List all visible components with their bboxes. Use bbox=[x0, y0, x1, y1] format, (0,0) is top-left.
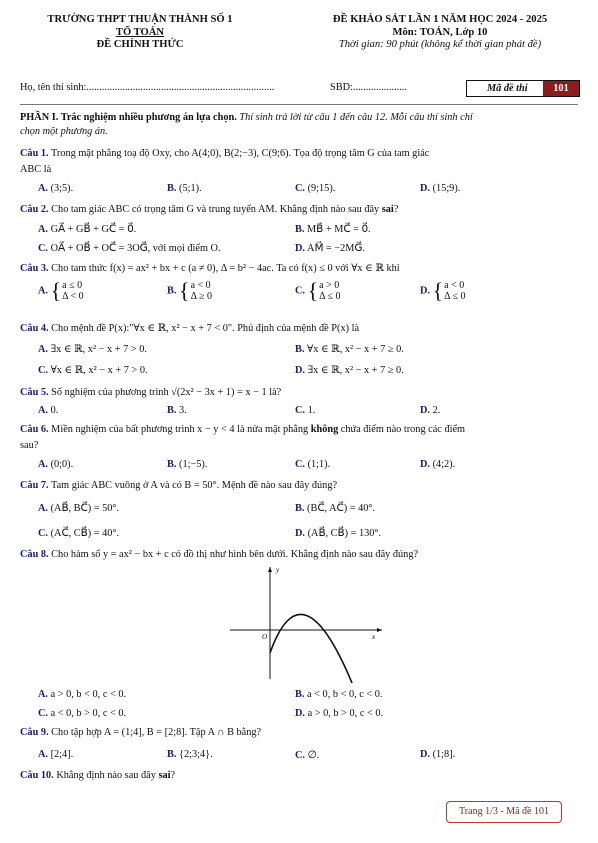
department: TỔ TOÁN bbox=[115, 26, 165, 38]
option-a[interactable]: A. (AB⃗, BC⃗) = 50°. bbox=[38, 503, 120, 514]
option-c[interactable]: C. (1;1). bbox=[295, 459, 331, 470]
question-8: Câu 8. Cho hàm số y = ax² − bx + c có đồ thị như hình bên dưới. Khẳng định nào sau đây đúng? bbox=[20, 549, 419, 560]
subject: Môn: TOÁN, Lớp 10 bbox=[392, 26, 488, 38]
question-4: Câu 4. Cho mệnh đề P(x):"∀x ∈ ℝ, x² − x + 7 < 0". Phủ định của mệnh đề P(x) là bbox=[20, 323, 360, 334]
question-7: Câu 7. Tam giác ABC vuông ở A và có B = 50°. Mệnh đề nào sau đây đúng? bbox=[20, 480, 338, 491]
option-c[interactable]: C. (9;15). bbox=[295, 183, 336, 194]
x-axis-label: x bbox=[372, 633, 376, 641]
option-c[interactable]: C. ∅. bbox=[295, 750, 320, 761]
parabola-curve bbox=[270, 614, 352, 683]
y-axis-arrow bbox=[268, 567, 272, 572]
option-a[interactable]: A. [2;4]. bbox=[38, 749, 74, 760]
option-c[interactable]: C. OA⃗ + OB⃗ + OC⃗ = 3OG⃗, với mọi điểm O. bbox=[38, 243, 221, 254]
exam-code-box bbox=[466, 80, 580, 97]
question-label: Câu 2. bbox=[20, 204, 49, 215]
question-label: Câu 8. bbox=[20, 549, 49, 560]
part1-instruction-cont: chọn một phương án. bbox=[20, 126, 108, 137]
option-b[interactable]: B. (BC⃗, AC⃗) = 40°. bbox=[295, 503, 376, 514]
option-a[interactable]: A. GA⃗ + GB⃗ + GC⃗ = 0⃗. bbox=[38, 224, 137, 235]
question-label: Câu 3. bbox=[20, 263, 49, 274]
parabola-graph bbox=[226, 563, 386, 683]
question-label: Câu 7. bbox=[20, 480, 49, 491]
exam-time: Thời gian: 90 phút (không kể thời gian phát đề) bbox=[338, 39, 542, 50]
school-name: TRƯỜNG THPT THUẬN THÀNH SỐ 1 bbox=[47, 14, 233, 25]
option-a[interactable]: A. {a ≤ 0 Δ < 0 bbox=[38, 278, 84, 303]
option-d[interactable]: D. AM⃗ = −2MG⃗. bbox=[295, 243, 365, 254]
option-b[interactable]: B. ∀x ∈ ℝ, x² − x + 7 ≥ 0. bbox=[295, 344, 404, 355]
option-a[interactable]: A. 0. bbox=[38, 405, 59, 416]
option-d[interactable]: D. (1;8]. bbox=[420, 749, 456, 760]
exam-title: ĐỀ KHẢO SÁT LẦN 1 NĂM HỌC 2024 - 2025 bbox=[332, 14, 548, 25]
option-b[interactable]: B. {2;3;4}. bbox=[167, 749, 213, 760]
official-label: ĐỀ CHÍNH THỨC bbox=[96, 39, 184, 50]
question-9: Câu 9. Cho tập hợp A = (1;4], B = [2;8]. Tập A ∩ B bằng? bbox=[20, 727, 262, 738]
option-d[interactable]: D. 2. bbox=[420, 405, 441, 416]
question-1 bbox=[20, 146, 578, 178]
option-a[interactable]: A. (3;5). bbox=[38, 183, 74, 194]
header-left bbox=[20, 14, 260, 52]
option-c[interactable]: C. {a > 0 Δ ≤ 0 bbox=[295, 278, 341, 303]
question-2: Câu 2. Cho tam giác ABC có trọng tâm G và trung tuyến AM. Khẳng định nào sau đây sai? bbox=[20, 204, 399, 215]
question-text-cont: ABC là bbox=[20, 164, 52, 175]
question-5: Câu 5. Số nghiệm của phương trình √(2x² − 3x + 1) = x − 1 là? bbox=[20, 387, 282, 398]
question-6: Câu 6. Miền nghiệm của bất phương trình x − y < 4 là nửa mặt phẳng không chứa điểm nào trong các điểm sau? bbox=[20, 424, 466, 451]
part1-instruction: Thí sinh trả lời từ câu 1 đến câu 12. Mỗi câu thí sinh chỉ bbox=[236, 112, 473, 123]
sbd-field[interactable]: SBD:..................... bbox=[330, 82, 407, 93]
option-a[interactable]: A. ∃x ∈ ℝ, x² − x + 7 > 0. bbox=[38, 344, 147, 355]
question-label: Câu 1. bbox=[20, 148, 49, 159]
option-d[interactable]: D. (AB⃗, CB⃗) = 130°. bbox=[295, 528, 382, 539]
header-right bbox=[300, 14, 580, 52]
option-d[interactable]: D. (15;9). bbox=[420, 183, 461, 194]
option-d[interactable]: D. {a < 0 Δ ≤ 0 bbox=[420, 278, 466, 303]
option-b[interactable]: B. MB⃗ + MC⃗ = 0⃗. bbox=[295, 224, 371, 235]
question-label: Câu 6. bbox=[20, 424, 49, 435]
option-b[interactable]: B. 3. bbox=[167, 405, 187, 416]
option-b[interactable]: B. {a < 0 Δ ≥ 0 bbox=[167, 278, 212, 303]
option-a[interactable]: A. a > 0, b < 0, c < 0. bbox=[38, 689, 127, 700]
page-footer: Trang 1/3 - Mã đề 101 bbox=[446, 801, 562, 823]
option-d[interactable]: D. (4;2). bbox=[420, 459, 456, 470]
x-axis-arrow bbox=[377, 628, 382, 632]
question-label: Câu 5. bbox=[20, 387, 49, 398]
question-label: Câu 10. bbox=[20, 770, 54, 781]
option-d[interactable]: D. a > 0, b > 0, c < 0. bbox=[295, 708, 384, 719]
question-text: Trong mặt phẳng toạ độ Oxy, cho A(4;0), B(2;−3), C(9;6). Tọa độ trọng tâm G của tam giác bbox=[48, 148, 430, 159]
option-b[interactable]: B. (1;−5). bbox=[167, 459, 208, 470]
question-label: Câu 4. bbox=[20, 323, 49, 334]
question-label: Câu 9. bbox=[20, 727, 49, 738]
option-c[interactable]: C. ∀x ∈ ℝ, x² − x + 7 > 0. bbox=[38, 365, 148, 376]
option-b[interactable]: B. a < 0, b < 0, c < 0. bbox=[295, 689, 383, 700]
option-b[interactable]: B. (5;1). bbox=[167, 183, 202, 194]
part1-title: PHẦN I. Trắc nghiệm nhiều phương án lựa chọn. bbox=[20, 112, 237, 123]
option-c[interactable]: C. (AC⃗, CB⃗) = 40°. bbox=[38, 528, 120, 539]
option-c[interactable]: C. a < 0, b > 0, c < 0. bbox=[38, 708, 127, 719]
exam-code-label: Mã đề thi bbox=[487, 83, 528, 94]
exam-code-value: 101 bbox=[543, 81, 579, 96]
part1-heading bbox=[20, 111, 578, 139]
option-a[interactable]: A. (0;0). bbox=[38, 459, 74, 470]
question-3: Câu 3. Cho tam thức f(x) = ax² + bx + c (a ≠ 0), Δ = b² − 4ac. Ta có f(x) ≤ 0 với ∀x ∈ ℝ khi bbox=[20, 263, 400, 274]
origin-label: O bbox=[262, 633, 268, 641]
student-name-field[interactable]: Họ, tên thí sinh:......................................................................... bbox=[20, 82, 275, 93]
option-c[interactable]: C. 1. bbox=[295, 405, 316, 416]
question-10: Câu 10. Khẳng định nào sau đây sai? bbox=[20, 770, 176, 781]
option-d[interactable]: D. ∃x ∈ ℝ, x² − x + 7 ≥ 0. bbox=[295, 365, 404, 376]
y-axis-label: y bbox=[276, 566, 280, 574]
divider bbox=[20, 104, 578, 105]
